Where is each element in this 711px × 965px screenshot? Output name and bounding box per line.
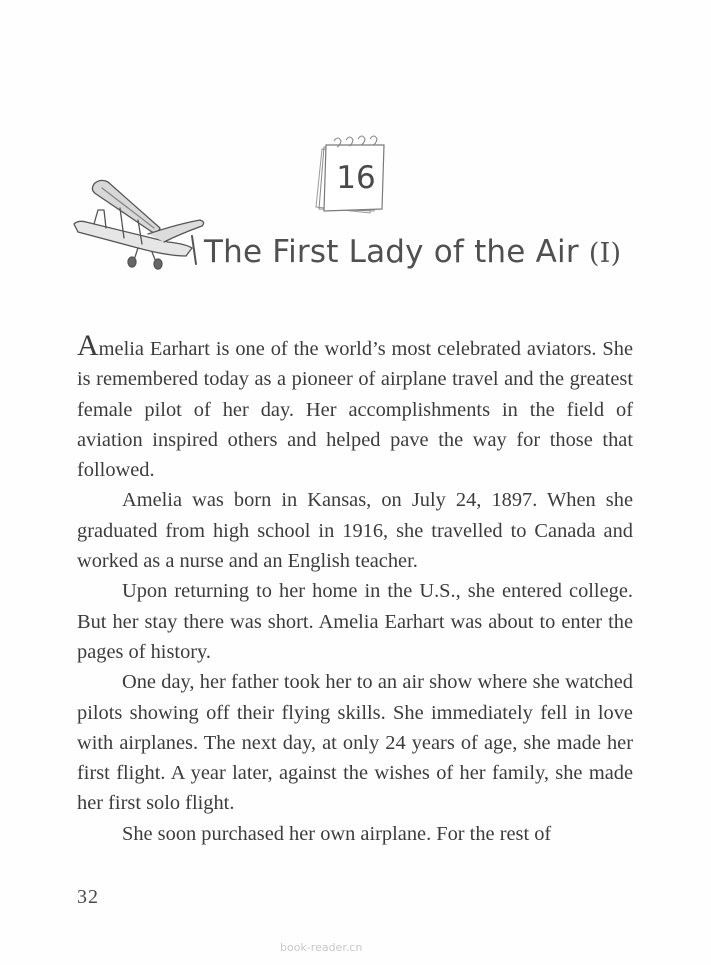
watermark: book-reader.cn <box>280 941 363 954</box>
paragraph-1: Amelia Earhart is one of the world’s most celebrated aviators. She is remembered today as a pioneer of airplane travel and the greatest female pilot of her day. Her accomplishments in the field of aviation inspired others and helped pave the way for those that followed. <box>77 329 633 482</box>
chapter-part: (I) <box>588 238 622 269</box>
biplane-illustration-icon <box>68 176 208 272</box>
chapter-body <box>77 331 633 849</box>
paragraph-5: She soon purchased her own airplane. For the rest of <box>122 822 552 845</box>
paragraph-4: One day, her father took her to an air show where she watched pilots showing off their flying skills. She immediately fell in love with airplanes. The next day, at only 24 years of age, she made her first flight. A year later, against the wishes of her family, she made her first solo flight. <box>77 671 633 815</box>
chapter-title-text: The First Lady of the Air <box>204 234 579 270</box>
drop-cap: A <box>77 329 99 362</box>
chapter-badge <box>312 131 390 217</box>
paragraph-2: Amelia was born in Kansas, on July 24, 1897. When she graduated from high school in 1916, she travelled to Canada and worked as a nurse and an English teacher. <box>77 489 633 573</box>
page-number: 32 <box>77 886 99 908</box>
chapter-title <box>204 234 622 270</box>
chapter-number: 16 <box>336 160 376 196</box>
paragraph-3: Upon returning to her home in the U.S., she entered college. But her stay there was short. Amelia Earhart was about to enter the pages of history. <box>77 580 633 663</box>
